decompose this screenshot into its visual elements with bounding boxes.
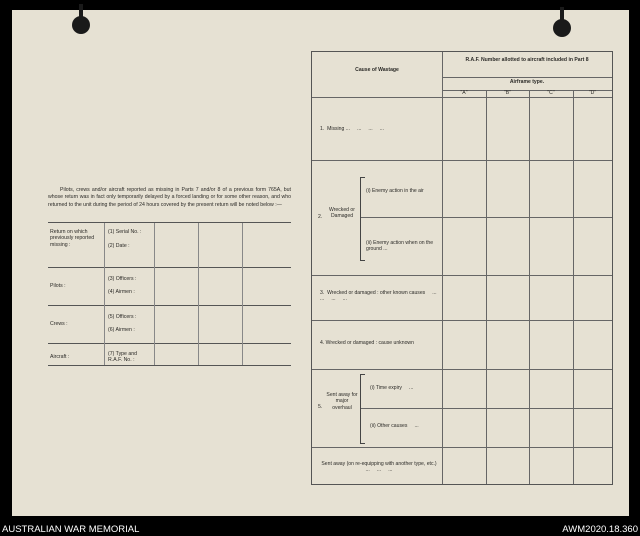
footer-source: AUSTRALIAN WAR MEMORIAL bbox=[2, 524, 140, 535]
form-page bbox=[12, 10, 629, 516]
date-label: (2) Date : bbox=[108, 243, 130, 249]
row-cause-unknown: 4. Wrecked or damaged : cause unknown bbox=[320, 340, 414, 346]
row-enemy-ground: (ii) Enemy action when on the ground ... bbox=[366, 240, 434, 253]
row-other-known-causes: 3. Wrecked or damaged : other known causes ... ... ... ... bbox=[320, 290, 444, 303]
row-sent-label: Sent away for major overhaul bbox=[326, 392, 358, 411]
row-wrecked-label: Wrecked or Damaged bbox=[329, 207, 355, 220]
airframe-col-d: "D" bbox=[588, 90, 597, 96]
row-wrecked-number: 2. bbox=[318, 214, 323, 220]
binder-hole-left bbox=[72, 16, 90, 34]
crews-label: Crews : bbox=[50, 321, 68, 327]
row-re-equipping: Sent away (on re-equipping with another type, etc.) ... ... ... bbox=[321, 461, 444, 474]
airmen-4-label: (4) Airmen : bbox=[108, 289, 135, 295]
intro-paragraph: Pilots, crews and/or aircraft reported as missing in Parts 7 and/or 8 of a previous form 765A, but whose return was in fact only temporarily delayed by a forced landing or for some other reason, and who returned to the unit during the period of 24 hours covered by the present return will be noted below :— bbox=[48, 187, 291, 208]
row-sent-number: 5. bbox=[318, 404, 323, 410]
footer-accession-number: AWM2020.18.360 bbox=[562, 524, 638, 535]
airmen-6-label: (6) Airmen : bbox=[108, 327, 135, 333]
row-other-causes: (ii) Other causes ... bbox=[370, 423, 419, 429]
officers-5-label: (5) Officers : bbox=[108, 314, 137, 320]
raf-number-header: R.A.F. Number allotted to aircraft included in Part 8 bbox=[465, 57, 589, 63]
airframe-col-a: "A" bbox=[460, 90, 468, 96]
airframe-col-b: "B" bbox=[503, 90, 511, 96]
aircraft-label: Aircraft : bbox=[50, 354, 70, 360]
row-missing: 1. Missing ... ... ... ... bbox=[320, 126, 384, 132]
binder-hole-right bbox=[553, 19, 571, 37]
type-raf-label: (7) Type and R.A.F. No. : bbox=[108, 351, 138, 364]
serial-no-label: (1) Serial No. : bbox=[108, 229, 142, 235]
sent-brace bbox=[360, 374, 365, 444]
airframe-col-c: "C" bbox=[547, 90, 555, 96]
returned-personnel-table bbox=[48, 222, 291, 366]
return-label: Return on which previously reported missing : bbox=[50, 229, 95, 248]
airframe-type-header: Airframe type. bbox=[509, 79, 545, 85]
wastage-table bbox=[311, 51, 613, 485]
officers-3-label: (3) Officers : bbox=[108, 276, 137, 282]
row-enemy-air: (i) Enemy action in the air bbox=[366, 188, 424, 194]
wrecked-brace bbox=[360, 177, 365, 261]
row-time-expiry: (i) Time expiry ... bbox=[370, 385, 414, 391]
cause-of-wastage-header: Cause of Wastage bbox=[355, 67, 399, 73]
pilots-label: Pilots : bbox=[50, 283, 66, 289]
